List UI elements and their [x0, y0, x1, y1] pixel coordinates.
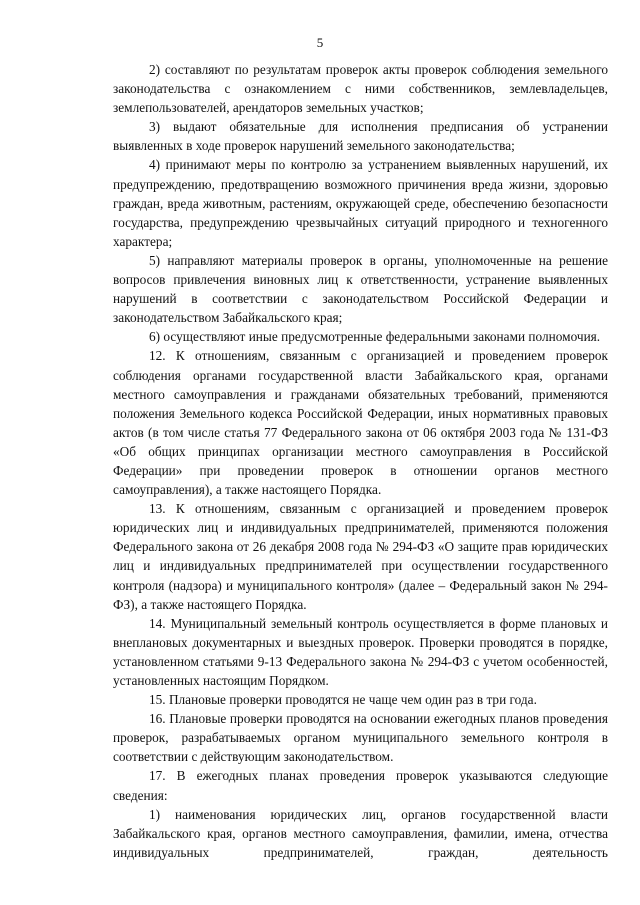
paragraph-section-17: 17. В ежегодных планах проведения проверок указываются следующие сведения:	[113, 768, 608, 803]
paragraph-item-6: 6) осуществляют иные предусмотренные федеральными законами полномочия.	[149, 329, 601, 345]
paragraph-section-13: 13. К отношениям, связанным с организацией и проведением проверок юридических лиц и индивидуальных предпринимателей, применяются положения Федерального закона от 26 декабря 2008 года № 294-ФЗ «О защите прав юридических лиц и индивидуальных предпринимателей при осуществлении государственного контроля (надзора) и муниципального контроля» (далее – Федеральный закон № 294-ФЗ), а также настоящего Порядка.	[113, 501, 608, 612]
paragraph-item-4: 4) принимают меры по контролю за устранением выявленных нарушений, их предупреждению, предотвращению возможного причинения вреда жизни, здоровью граждан, вреда животным, растениям, окружающей среде, обеспечению безопасности государства, предупреждению чрезвычайных ситуаций природного и техногенного характера;	[113, 157, 608, 249]
paragraph-section-14: 14. Муниципальный земельный контроль осуществляется в форме плановых и внеплановых документарных и выездных проверок. Проверки проводятся в порядке, установленном статьями 9-13 Федерального закона № 294-ФЗ с учетом особенностей, установленных настоящим Порядком.	[113, 615, 608, 688]
paragraph-section-16: 16. Плановые проверки проводятся на основании ежегодных планов проведения проверок, разрабатываемых органом муниципального земельного контроля в соответствии с действующим законодательством.	[113, 711, 608, 765]
page-number: 5	[316, 35, 324, 50]
paragraph-section-15: 15. Плановые проверки проводятся не чаще чем один раз в три года.	[149, 692, 537, 708]
paragraph-item-3: 3) выдают обязательные для исполнения предписания об устранении выявленных в ходе проверок нарушений земельного законодательства;	[113, 119, 608, 154]
paragraph-item-2: 2) составляют по результатам проверок акты проверок соблюдения земельного законодательства с ознакомлением с ними собственников, землевладельцев, землепользователей, арендаторов земельных участков;	[113, 62, 608, 116]
document-body	[113, 60, 608, 862]
paragraph-section-12: 12. К отношениям, связанным с организацией и проведением проверок соблюдения органами государственной власти Забайкальского края, органами местного самоуправления и гражданами обязательных требований, применяются положения Земельного кодекса Российской Федерации, иных нормативных правовых актов (в том числе статья 77 Федерального закона от 06 октября 2003 года № 131-ФЗ «Об общих принципах организации местного самоуправления в Российской Федерации» при проведении проверок в отношении органов местного самоуправления), а также настоящего Порядка.	[113, 348, 608, 498]
paragraph-subitem-1: 1) наименования юридических лиц, органов государственной власти Забайкальского края, органов местного самоуправления, фамилии, имена, отчества индивидуальных предпринимателей, граждан, деятельность	[113, 806, 608, 860]
paragraph-item-5: 5) направляют материалы проверок в органы, уполномоченные на решение вопросов привлечения виновных лиц к ответственности, устранение выявленных нарушений в соответствии с законодательством Российской Федерации и законодательством Забайкальского края;	[113, 252, 608, 326]
